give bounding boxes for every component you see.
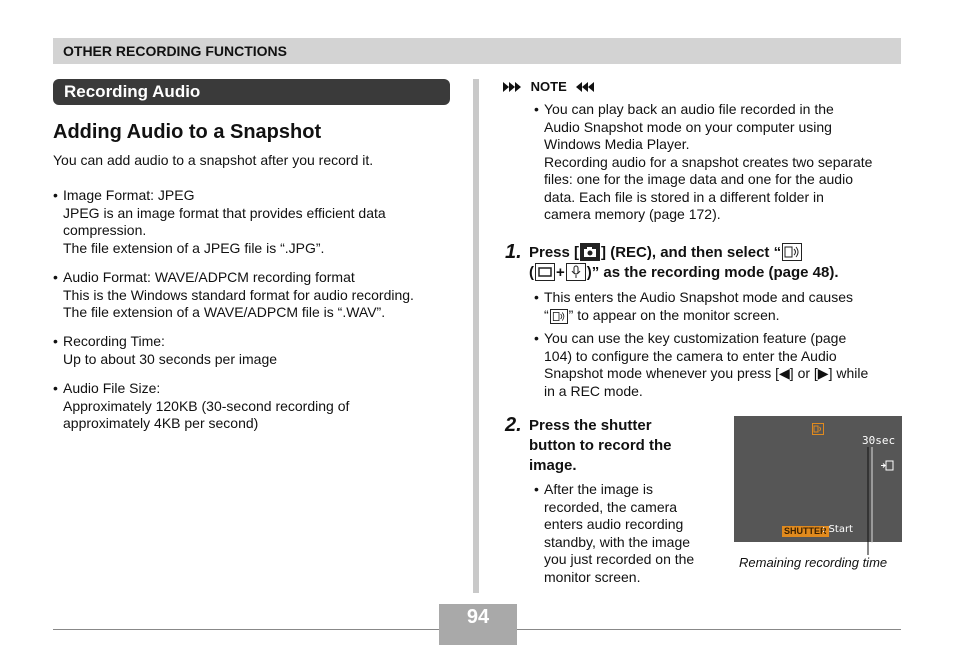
section-pill-label: Recording Audio — [64, 82, 201, 101]
step-1-text: ( — [529, 264, 534, 281]
note-heading — [503, 79, 594, 94]
note-left-arrows-icon — [503, 82, 523, 92]
note-right-arrows-icon — [574, 82, 594, 92]
step-1-bullet-line: “ — [544, 306, 549, 323]
audio-snapshot-mode-icon — [812, 423, 824, 435]
section-header-bar — [53, 38, 901, 64]
note-line: Windows Media Player. — [544, 136, 690, 152]
step-2-line: button to record the — [529, 437, 672, 454]
list-item-line: approximately 4KB per second) — [63, 415, 259, 431]
step-2-instruction — [529, 416, 719, 476]
snapshot-mode-icon — [535, 263, 555, 281]
list-item-line: JPEG is an image format that provides efficient data — [63, 204, 386, 221]
note-item: • You can play back an audio file recorded in the Audio Snapshot mode on your computer using Windows Media Player. Recording audio for a snapshot creates two separate files: one for the image data and one for the audio data. Each file is stored in a different folder in camera memory (page 172). — [534, 101, 873, 222]
step-1-text: Press [ — [529, 244, 580, 261]
step-2-bullet-line: standby, with the image — [544, 533, 691, 550]
list-item-line: Image Format: JPEG — [63, 187, 195, 203]
step-1-text: ] (REC), and then select “ — [601, 244, 782, 261]
step-1-number: 1. — [505, 241, 522, 263]
shutter-badge: SHUTTER — [784, 526, 827, 536]
step-2-line: image. — [529, 457, 577, 474]
step-2-bullet-line: monitor screen. — [544, 568, 641, 585]
step-1-text: )” as the recording mode (page 48). — [586, 264, 839, 281]
callout-line — [866, 447, 876, 557]
remaining-time-readout: 30sec — [862, 434, 896, 447]
page-number-strip — [439, 631, 517, 645]
list-item-line: The file extension of a JPEG file is “.JPG”. — [63, 239, 325, 256]
note-line: Recording audio for a snapshot creates two separate — [544, 153, 873, 170]
section-header-label: OTHER RECORDING FUNCTIONS — [63, 43, 287, 59]
list-item: • Audio Format: WAVE/ADPCM recording format This is the Windows standard format for audio recording. The file extension of a WAVE/ADPCM file is “.WAV”. — [53, 269, 414, 320]
step-1-bullet-line: in a REC mode. — [544, 382, 643, 399]
start-hint: : Start — [822, 524, 853, 535]
step-1-bullet-line: ” to appear on the monitor screen. — [568, 306, 780, 323]
section-pill — [53, 79, 450, 105]
step-1-bullet-line: 104) to configure the camera to enter the Audio — [544, 347, 837, 364]
list-item-line: Recording Time: — [63, 333, 165, 349]
step-2-bullet-line: After the image is — [544, 481, 653, 497]
list-item: • Image Format: JPEG JPEG is an image format that provides efficient data compression. The file extension of a JPEG file is “.JPG”. — [53, 187, 386, 256]
step-1-bullet-line: You can use the key customization feature (page — [544, 330, 847, 346]
note-line: data. Each file is stored in a different folder in — [544, 188, 824, 205]
screen-caption: Remaining recording time — [739, 555, 888, 570]
list-item-line: This is the Windows standard format for audio recording. — [63, 286, 414, 303]
audio-snapshot-icon — [782, 243, 802, 261]
microphone-icon — [566, 263, 586, 281]
column-divider — [473, 79, 479, 593]
step-1-bullet: • You can use the key customization feature (page 104) to configure the camera to enter the Audio Snapshot mode whenever you press [◀] or [▶] while in a REC mode. — [534, 330, 869, 399]
camera-monitor-screen — [734, 416, 902, 542]
step-1-bullet-line: This enters the Audio Snapshot mode and causes — [544, 289, 853, 305]
note-line: camera memory (page 172). — [544, 206, 721, 222]
step-2-bullet-line: recorded, the camera — [544, 498, 678, 515]
note-line: Audio Snapshot mode on your computer using — [544, 118, 832, 135]
list-item-line: Up to about 30 seconds per image — [63, 350, 278, 367]
record-audio-icon — [880, 460, 894, 471]
step-1-text: + — [556, 264, 565, 281]
list-item-line: Approximately 120KB (30-second recording of — [63, 397, 350, 414]
step-2-bullet-line: you just recorded on the — [544, 551, 695, 567]
page-title: Adding Audio to a Snapshot — [53, 121, 322, 143]
camera-icon — [580, 243, 600, 261]
list-item: • Recording Time: Up to about 30 seconds per image — [53, 333, 278, 367]
list-item-line: The file extension of a WAVE/ADPCM file is “.WAV”. — [63, 304, 386, 320]
note-label: NOTE — [530, 79, 567, 94]
step-2-number: 2. — [505, 414, 522, 436]
list-item: • Audio File Size: Approximately 120KB (30-second recording of approximately 4KB per second) — [53, 380, 350, 431]
list-item-line: Audio File Size: — [63, 380, 161, 396]
intro-text: You can add audio to a snapshot after you record it. — [53, 152, 374, 168]
step-1-bullet: • This enters the Audio Snapshot mode and causes “ ” to appear on the monitor screen. — [534, 289, 853, 323]
note-line: files: one for the image data and one for the audio — [544, 171, 853, 187]
list-item-line: compression. — [63, 222, 147, 238]
step-2-bullet: • After the image is recorded, the camera enters audio recording standby, with the image you just recorded on the monitor screen. — [534, 481, 695, 585]
step-1-instruction — [529, 243, 901, 283]
page-number: 94 — [439, 604, 517, 631]
list-item-line: Audio Format: WAVE/ADPCM recording format — [63, 269, 355, 285]
step-2-line: Press the shutter — [529, 417, 652, 434]
audio-snapshot-icon — [550, 309, 568, 324]
step-1-bullet-line: Snapshot mode whenever you press [◀] or [▶] while — [544, 365, 869, 381]
step-2-bullet-line: enters audio recording — [544, 516, 684, 532]
note-line: You can play back an audio file recorded in the — [544, 101, 834, 117]
